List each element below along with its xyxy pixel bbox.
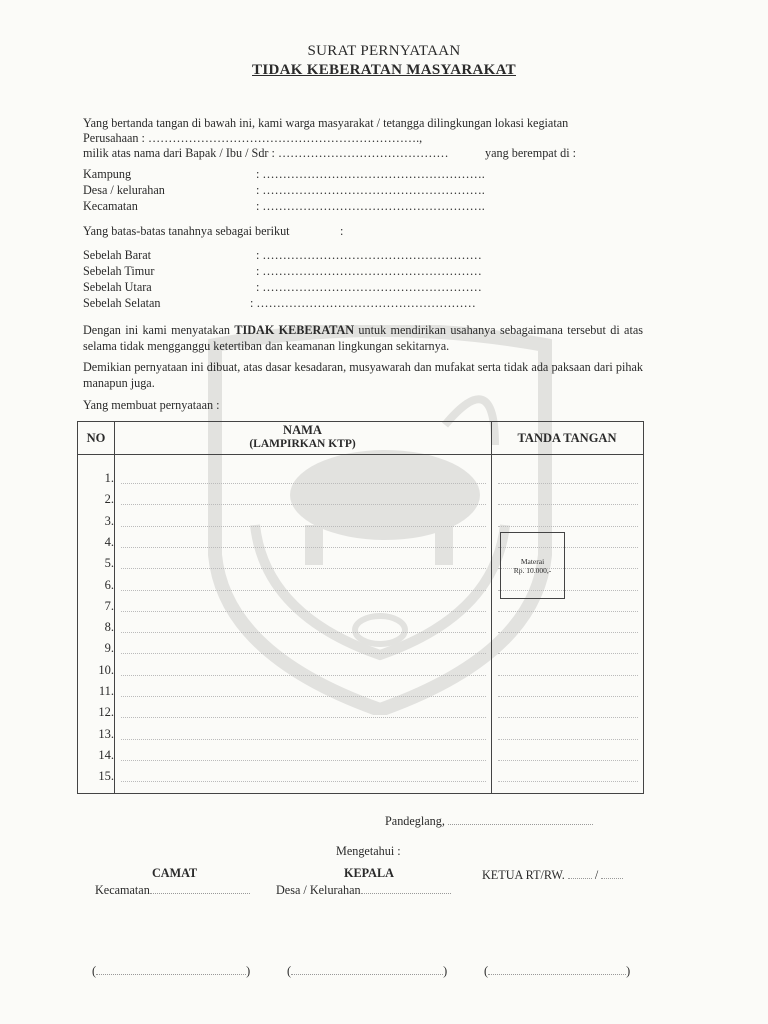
stamp-duty-value: Rp. 10.000,- [513, 566, 552, 575]
closing-paragraph: Demikian pernyataan ini dibuat, atas dasar kesadaran, musyawarah dan mufakat serta tidak ada paksaan dari pihak manapun juga. [83, 360, 643, 390]
signature-entry-line[interactable] [498, 526, 638, 527]
signature-entry-line[interactable] [498, 696, 638, 697]
header-no: NO [86, 431, 106, 445]
rtrw-signature [484, 964, 630, 979]
name-entry-line[interactable] [121, 483, 486, 484]
made-by-label: Yang membuat pernyataan : [83, 398, 220, 412]
open-paren: ( [484, 964, 489, 978]
signatories-table [77, 421, 644, 794]
name-entry-line[interactable] [121, 675, 486, 676]
row-number: 12. [98, 705, 114, 720]
row-number: 3. [104, 513, 114, 528]
statement-suffix: untuk mendirikan usahanya sebagaimana tersebut di atas selama tidak mengganggu ketertiban dan keamanan lingkungan sekitarnya. [83, 323, 643, 353]
camat-title: CAMAT [152, 866, 198, 880]
rtrw-label: KETUA RT/RW. [482, 868, 565, 882]
close-paren: ) [626, 964, 631, 978]
table-row [78, 618, 643, 639]
signature-entry-line[interactable] [498, 739, 638, 740]
acknowledged-label: Mengetahui : [336, 844, 401, 858]
name-entry-line[interactable] [121, 547, 486, 548]
owner-field: milik atas nama dari Bapak / Ibu / Sdr : …………………………………… [83, 146, 449, 160]
row-number: 10. [98, 662, 114, 677]
name-entry-line[interactable] [121, 717, 486, 718]
table-row [78, 512, 643, 533]
document-subtitle: TIDAK KEBERATAN MASYARAKAT [252, 62, 516, 78]
header-signature: TANDA TANGAN [517, 431, 617, 445]
signature-entry-line[interactable] [498, 632, 638, 633]
signature-entry-line[interactable] [498, 781, 638, 782]
name-entry-line[interactable] [121, 696, 486, 697]
rtrw-slash: / [594, 868, 599, 882]
table-row [78, 703, 643, 724]
row-number: 8. [104, 620, 114, 635]
table-row [78, 639, 643, 660]
row-number: 14. [98, 747, 114, 762]
close-paren: ) [246, 964, 251, 978]
header-name-note: (LAMPIRKAN KTP) [249, 438, 356, 450]
table-row [78, 597, 643, 618]
row-number: 4. [104, 534, 114, 549]
boundary-north-label: Sebelah Utara [83, 280, 152, 294]
table-row [78, 490, 643, 511]
boundary-east-field: : ……………………………………………… [256, 264, 482, 278]
row-number: 9. [104, 641, 114, 656]
close-paren: ) [443, 964, 448, 978]
name-entry-line[interactable] [121, 504, 486, 505]
kepala-sub-label: Desa / Kelurahan [276, 883, 361, 897]
stamp-duty-label: Materai [520, 557, 545, 566]
name-entry-line[interactable] [121, 590, 486, 591]
kepala-signature [287, 964, 447, 979]
table-row [78, 746, 643, 767]
boundary-south-field: : ……………………………………………… [250, 296, 476, 310]
camat-sub-label: Kecamatan [95, 883, 150, 897]
table-row [78, 725, 643, 746]
camat-signature [92, 964, 250, 979]
boundaries-intro: Yang batas-batas tanahnya sebagai berikut [83, 224, 290, 238]
table-row [78, 682, 643, 703]
table-row [78, 469, 643, 490]
signature-entry-line[interactable] [498, 675, 638, 676]
signature-entry-line[interactable] [498, 483, 638, 484]
name-entry-line[interactable] [121, 781, 486, 782]
signature-entry-line[interactable] [498, 504, 638, 505]
name-entry-line[interactable] [121, 632, 486, 633]
name-entry-line[interactable] [121, 611, 486, 612]
row-number: 7. [104, 598, 114, 613]
kecamatan-label: Kecamatan [83, 199, 138, 213]
open-paren: ( [287, 964, 292, 978]
signature-entry-line[interactable] [498, 760, 638, 761]
table-row [78, 661, 643, 682]
signature-entry-line[interactable] [498, 653, 638, 654]
intro-line: Yang bertanda tangan di bawah ini, kami warga masyarakat / tetangga dilingkungan lokasi kegiatan [83, 116, 569, 130]
boundary-north-field: : ……………………………………………… [256, 280, 482, 294]
row-number: 15. [98, 769, 114, 784]
name-entry-line[interactable] [121, 760, 486, 761]
place-label: Pandeglang, [385, 814, 445, 828]
open-paren: ( [92, 964, 97, 978]
stamp-duty-box [500, 532, 565, 599]
rtrw-name-field[interactable] [488, 974, 626, 975]
kepala-name-field[interactable] [291, 974, 443, 975]
statement-emphasis: TIDAK KEBERATAN [234, 323, 355, 337]
name-entry-line[interactable] [121, 526, 486, 527]
kampung-field: : ………………………………………………. [256, 167, 485, 181]
row-number: 13. [98, 726, 114, 741]
rtrw-title [482, 868, 623, 883]
boundaries-colon: : [340, 224, 344, 238]
row-number: 1. [104, 471, 114, 485]
statement-paragraph [83, 322, 643, 354]
signature-entry-line[interactable] [498, 717, 638, 718]
header-name: NAMA [283, 423, 322, 437]
kecamatan-field: : ………………………………………………. [256, 199, 485, 213]
desa-label: Desa / kelurahan [83, 183, 165, 197]
boundary-west-label: Sebelah Barat [83, 248, 152, 262]
camat-name-field[interactable] [96, 974, 246, 975]
desa-field: : ………………………………………………. [256, 183, 485, 197]
camat-subtitle [95, 883, 250, 898]
name-entry-line[interactable] [121, 568, 486, 569]
kepala-title: KEPALA [344, 866, 394, 880]
name-entry-line[interactable] [121, 653, 486, 654]
boundary-south-label: Sebelah Selatan [83, 296, 161, 310]
owner-residence-label: yang berempat di : [485, 146, 577, 160]
name-entry-line[interactable] [121, 739, 486, 740]
boundary-west-field: : ……………………………………………… [256, 248, 482, 262]
table-header-divider [78, 454, 643, 455]
document-title: SURAT PERNYATAAN [307, 43, 461, 59]
place-date [385, 814, 593, 829]
row-number: 6. [104, 577, 114, 592]
row-number: 5. [104, 556, 114, 571]
company-field: Perusahaan : …………………………………………………………., [83, 131, 423, 145]
row-number: 11. [98, 684, 114, 698]
kepala-subtitle [276, 883, 451, 898]
kecamatan-name-field[interactable] [150, 893, 250, 894]
date-field[interactable] [448, 824, 593, 825]
rw-field[interactable] [601, 878, 623, 879]
boundary-east-label: Sebelah Timur [83, 264, 155, 278]
table-row [78, 767, 643, 788]
statement-prefix: Dengan ini kami menyatakan [83, 323, 235, 337]
row-number: 2. [104, 492, 114, 507]
desa-name-field[interactable] [361, 893, 451, 894]
kampung-label: Kampung [83, 167, 132, 181]
signature-entry-line[interactable] [498, 611, 638, 612]
rt-field[interactable] [568, 878, 592, 879]
